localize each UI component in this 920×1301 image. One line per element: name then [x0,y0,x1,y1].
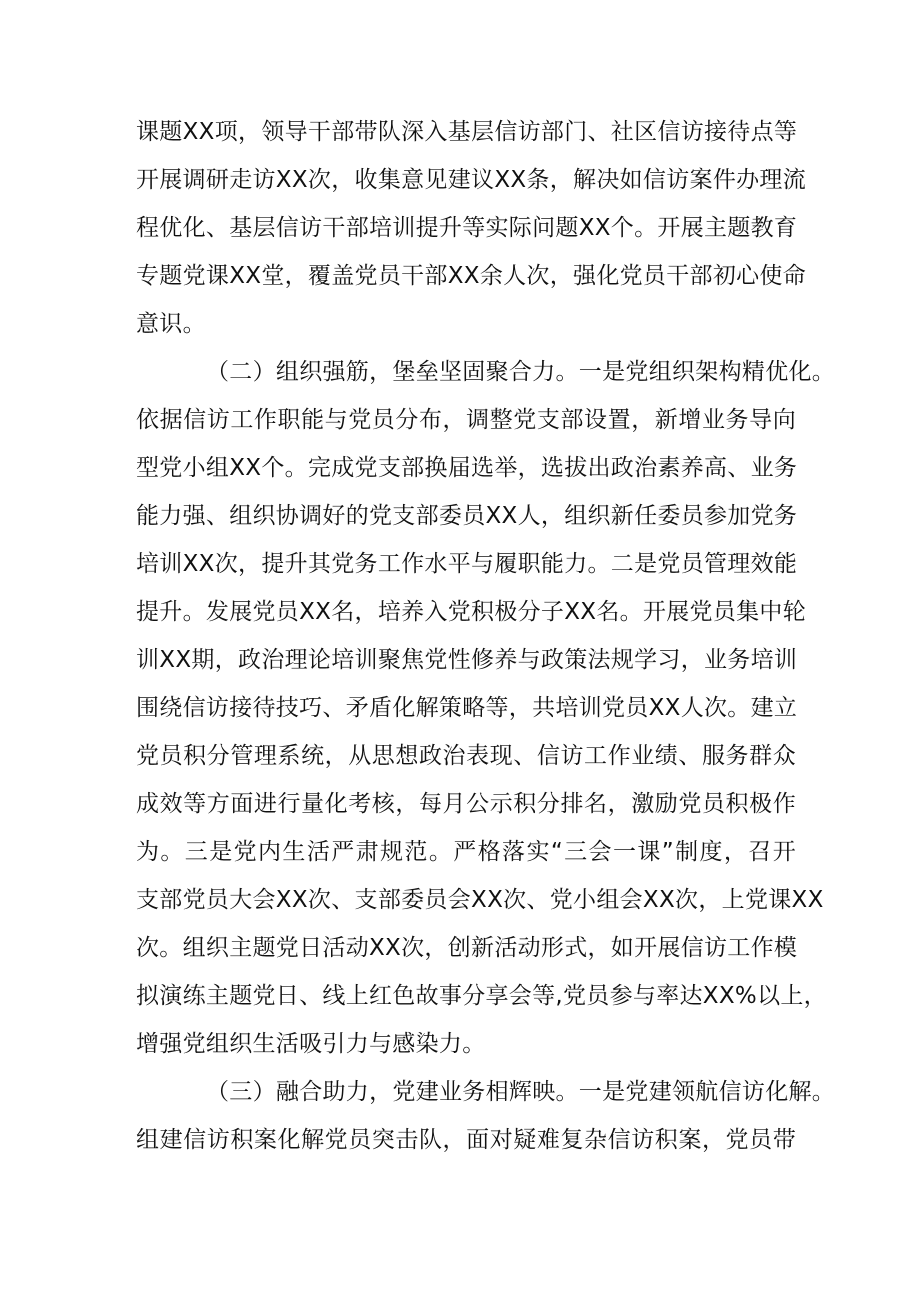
text-line: 课题XX项，领导干部带队深入基层信访部门、社区信访接待点等 [136,119,798,145]
paragraph-integration [136,1068,836,1164]
paragraph-continuation [136,108,807,348]
text-line: 培训XX次，提升其党务工作水平与履职能力。二是党员管理效能 [136,551,798,577]
text-line: 成效等方面进行量化考核，每月公示积分排名，激励党员积极作 [136,791,796,817]
text-line: 能力强、组织协调好的党支部委员XX人，组织新任委员参加党务 [136,503,798,529]
text-line: 开展调研走访XX次，收集意见建议XX条，解决如信访案件办理流 [136,167,807,193]
paragraph-organization [136,348,836,1068]
section-heading-line: （二）组织强筋，堡垒坚固聚合力。一是党组织架构精优化。 [206,359,836,385]
text-line: 组建信访积案化解党员突击队，面对疑难复杂信访积案，党员带 [136,1127,796,1153]
text-line: 为。三是党内生活严肃规范。严格落实“三会一课”制度，召开 [136,839,796,865]
text-line: 增强党组织生活吸引力与感染力。 [136,1031,486,1057]
text-line: 程优化、基层信访干部培训提升等实际问题XX个。开展主题教育 [136,215,798,241]
text-line: 支部党员大会XX次、支部委员会XX次、党小组会XX次，上党课XX [136,887,824,913]
text-line: 拟演练主题党日、线上红色故事分享会等,党员参与率达XX%以上， [136,983,827,1009]
text-line: 次。组织主题党日活动XX次，创新活动形式，如开展信访工作模 [136,935,798,961]
document-body [136,108,836,1164]
text-line: 围绕信访接待技巧、矛盾化解策略等，共培训党员XX人次。建立 [136,695,798,721]
text-line: 提升。发展党员XX名，培养入党积极分子XX名。开展党员集中轮 [136,599,807,625]
text-line: 党员积分管理系统，从思想政治表现、信访工作业绩、服务群众 [136,743,796,769]
text-line: 型党小组XX个。完成党支部换届选举，选拔出政治素养高、业务 [136,455,798,481]
text-line: 意识。 [136,311,206,337]
section-heading-line: （三）融合助力，党建业务相辉映。一是党建领航信访化解。 [206,1079,836,1105]
text-line: 训XX期，政治理论培训聚焦党性修养与政策法规学习，业务培训 [136,647,798,673]
text-line: 专题党课XX堂，覆盖党员干部XX余人次，强化党员干部初心使命 [136,263,807,289]
text-line: 依据信访工作职能与党员分布，调整党支部设置，新增业务导向 [136,407,796,433]
